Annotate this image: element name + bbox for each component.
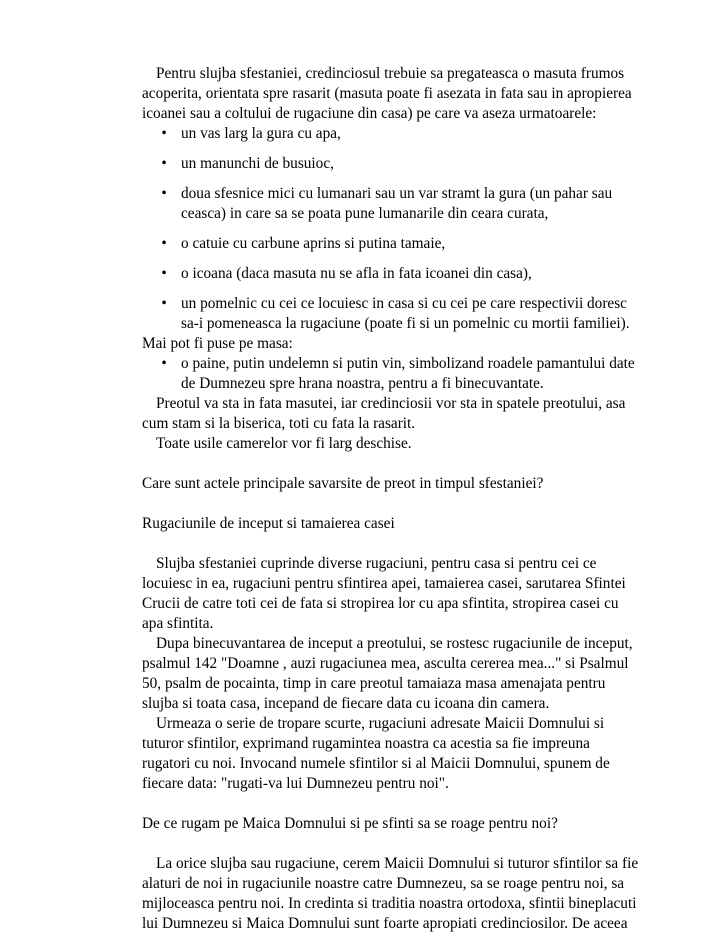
body-paragraph: Slujba sfestaniei cuprinde diverse rugaciuni, pentru casa si pentru cei ce locuiesc in ea, rugaciuni pentru sfintirea apei, tamaierea casei, sarutarea Sfintei Crucii de catre toti cei de fata si stropirea lor cu apa sfintita, stropirea casei cu apa sfintita. bbox=[142, 555, 626, 632]
body-paragraph: Dupa binecuvantarea de inceput a preotului, se rostesc rugaciunile de inceput, psalmul 142 "Doamne , auzi rugaciunea mea, asculta cererea mea..." si Psalmul 50, psalm de pocainta, timp in care preotul tamaiaza masa amenajata pentru slujba si toata casa, incepand de fiecare data cu icoana din camera. bbox=[142, 635, 633, 712]
bullet-icon: • bbox=[161, 155, 167, 172]
list-item bbox=[142, 234, 642, 254]
question-heading: De ce rugam pe Maica Domnului si pe sfinti sa se roage pentru noi? bbox=[142, 815, 558, 832]
bullet-icon: • bbox=[161, 355, 167, 372]
list-item-text: o catuie cu carbune aprins si putina tamaie, bbox=[181, 235, 446, 252]
list-item-text: un manunchi de busuioc, bbox=[181, 155, 334, 172]
bullet-icon: • bbox=[161, 235, 167, 252]
list-item-text: doua sfesnice mici cu lumanari sau un var stramt la gura (un pahar sau ceasca) in care sa se poata pune lumanarile din ceara curata, bbox=[181, 185, 613, 222]
list-item bbox=[142, 354, 642, 394]
question-heading: Care sunt actele principale savarsite de preot in timpul sfestaniei? bbox=[142, 475, 544, 492]
more-items-label: Mai pot fi puse pe masa: bbox=[142, 335, 293, 352]
list-item-text: un vas larg la gura cu apa, bbox=[181, 125, 341, 142]
list-item bbox=[142, 154, 642, 174]
list-item-text: un pomelnic cu cei ce locuiesc in casa si cu cei pe care respectivii doresc sa-i pomeneasca la rugaciune (poate fi si un pomelnic cu mortii familiei). bbox=[181, 295, 630, 332]
bullet-icon: • bbox=[161, 185, 167, 202]
bullet-icon: • bbox=[161, 265, 167, 282]
priest-paragraph: Preotul va sta in fata masutei, iar credinciosii vor sta in spatele preotului, asa cum stam si la biserica, toti cu fata la rasarit. bbox=[142, 395, 626, 432]
list-item-text: o paine, putin undelemn si putin vin, simbolizand roadele pamantului date de Dumnezeu spre hrana noastra, pentru a fi binecuvantate. bbox=[181, 355, 635, 392]
bullet-icon: • bbox=[161, 295, 167, 312]
body-paragraph: La orice slujba sau rugaciune, cerem Maicii Domnului si tuturor sfintilor sa fie alaturi de noi in rugaciunile noastre catre Dumnezeu, sa se roage pentru noi, sa mijloceasca pentru noi. In credinta si traditia noastra ortodoxa, sfintii bineplacuti lui Dumnezeu si Maica Domnului sunt foarte apropiati credinciosilor. De aceea bbox=[142, 855, 639, 932]
doors-paragraph: Toate usile camerelor vor fi larg deschise. bbox=[156, 435, 412, 452]
list-item-text: o icoana (daca masuta nu se afla in fata icoanei din casa), bbox=[181, 265, 532, 282]
list-item bbox=[142, 264, 642, 284]
section-heading: Rugaciunile de inceput si tamaierea casei bbox=[142, 515, 395, 532]
optional-items-list bbox=[142, 354, 642, 394]
bullet-icon: • bbox=[161, 125, 167, 142]
intro-paragraph: Pentru slujba sfestaniei, credinciosul trebuie sa pregateasca o masuta frumos acoperita, orientata spre rasarit (masuta poate fi asezata in fata sau in apropierea icoanei sau a coltului de rugaciune din casa) pe care va aseza urmatoarele: bbox=[142, 65, 632, 122]
list-item bbox=[142, 294, 642, 334]
list-item bbox=[142, 124, 642, 144]
document-page bbox=[142, 64, 642, 934]
required-items-list bbox=[142, 124, 642, 334]
list-item bbox=[142, 184, 642, 224]
body-paragraph: Urmeaza o serie de tropare scurte, rugaciuni adresate Maicii Domnului si tuturor sfintilor, exprimand rugamintea noastra ca acestia sa fie impreuna rugatori cu noi. Invocand numele sfintilor si al Maicii Domnului, spunem de fiecare data: "rugati-va lui Dumnezeu pentru noi". bbox=[142, 715, 610, 792]
